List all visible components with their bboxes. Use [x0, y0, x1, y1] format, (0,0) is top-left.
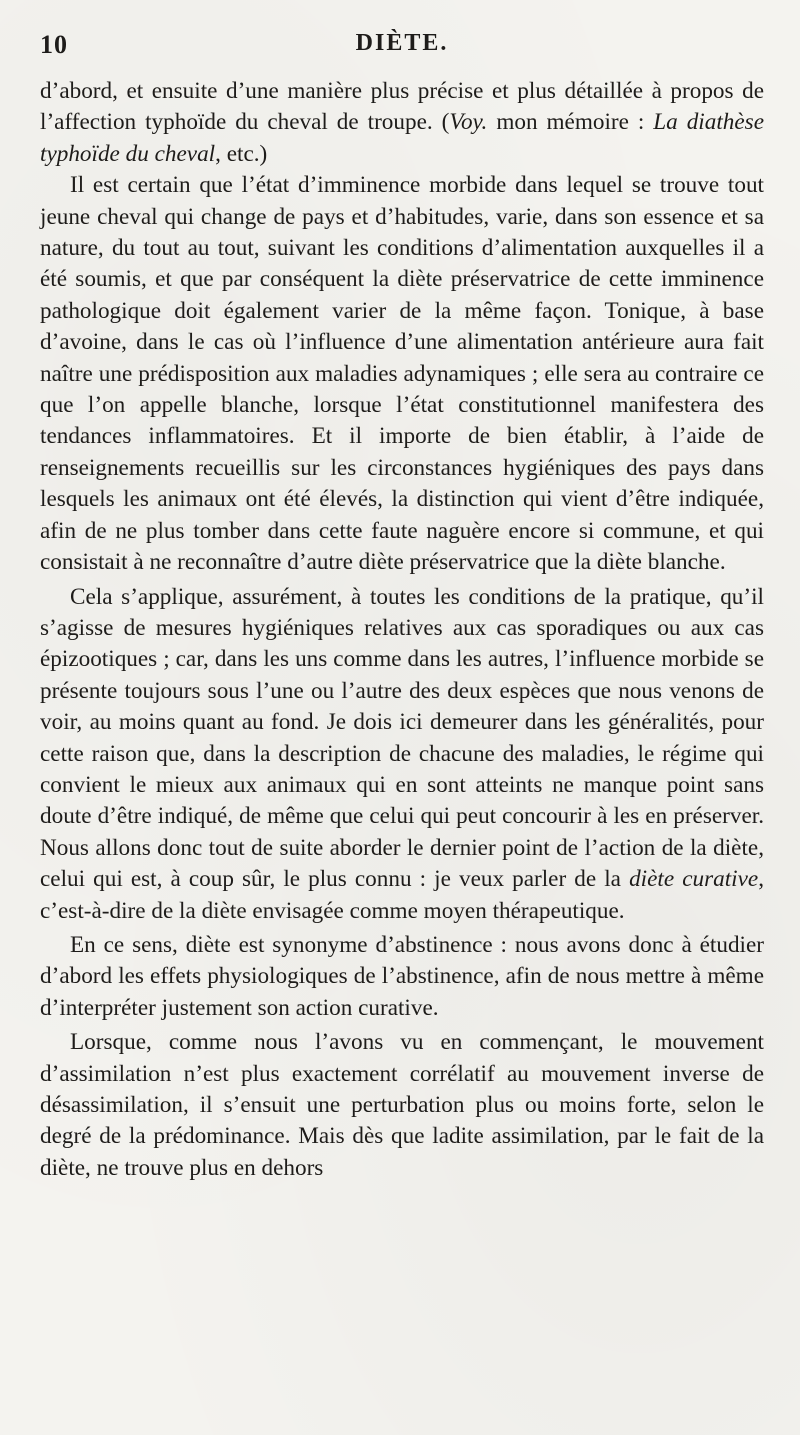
text-span: Cela s’applique, assurément, à toutes les conditions de la pratique, qu’il s’agisse de mesures hygiéniques relatives aux cas sporadiques ou aux cas épizootiques ; car, dans les uns comme dans les autres, l’influence morbide se présente toujours sous l’une ou l’autre des deux espèces que nous venons de voir, au moins quant au fond. Je dois ici demeurer dans les généralités, pour cette raison que, dans la description de chacune des maladies, le régime qui convient le mieux aux animaux qui en sont atteints ne manque point sans doute d’être indiqué, de même que celui qui peut concourir à les en préserver. Nous allons donc tout de suite aborder le dernier point de l’action de la diète, celui qui est, à coup sûr, le plus connu : je veux parler de la [40, 583, 764, 893]
italic-span: Voy. [449, 109, 488, 136]
running-title: DIÈTE. [355, 30, 449, 56]
text-span: Il est certain que l’état d’imminence morbide dans lequel se trouve tout jeune cheval qui change de pays et d’habitudes, varie, dans son essence et sa nature, du tout au tout, suivant les conditions d’alimentation auxquelles il a été soumis, et que par conséquent la diète préservatrice de cette imminence pathologique doit également varier de la même façon. Tonique, à base d’avoine, dans le cas où l’influence d’une alimentation antérieure aura fait naître une prédisposition aux maladies adynamiques ; elle sera au contraire ce que l’on appelle blanche, lorsque l’état constitutionnel manifestera des tendances inflammatoires. Et il importe de bien établir, à l’aide de renseignements recueillis sur les circonstances hygiéniques des pays dans lesquels les animaux ont été élevés, la distinction qui vient d’être indiquée, afin de ne plus tomber dans cette faute naguère encore si commune, et qui consistait à ne reconnaître d’autre diète préservatrice que la diète blanche. [40, 172, 764, 576]
text-span: , etc.) [215, 140, 268, 167]
text-span: En ce sens, diète est synonyme d’abstinence : nous avons donc à étudier d’abord les effets physiologiques de l’abstinence, afin de nous mettre à même d’interpréter justement son action curative. [40, 931, 764, 1021]
text-span: d’abord, et ensuite d’une manière plus précise et plus détaillée à propos de l’affection typhoïde du cheval de troupe. ( [40, 78, 764, 136]
text-span: Lorsque, comme nous l’avons vu en commençant, le mouvement d’assimilation n’est plus exactement corrélatif au mouvement inverse de désassimilation, il s’ensuit une perturbation plus ou moins forte, selon le degré de la prédominance. Mais dès que ladite assimilation, par le fait de la diète, ne trouve plus en dehors [40, 1029, 764, 1181]
paragraph-3 [40, 582, 764, 927]
running-head [40, 26, 764, 76]
text-span: mon mémoire : [487, 109, 654, 136]
page-number: 10 [40, 30, 68, 59]
paragraph-5 [40, 1027, 764, 1184]
paragraph-1 [40, 76, 764, 170]
body-text [40, 76, 764, 1184]
italic-span: diète curative [629, 866, 759, 893]
paragraph-4 [40, 930, 764, 1024]
text-span: , c’est-à-dire de la diète envisagée comme moyen thérapeutique. [40, 866, 764, 924]
paragraph-2 [40, 170, 764, 578]
italic-span: La diathèse typhoïde du cheval [40, 109, 764, 167]
